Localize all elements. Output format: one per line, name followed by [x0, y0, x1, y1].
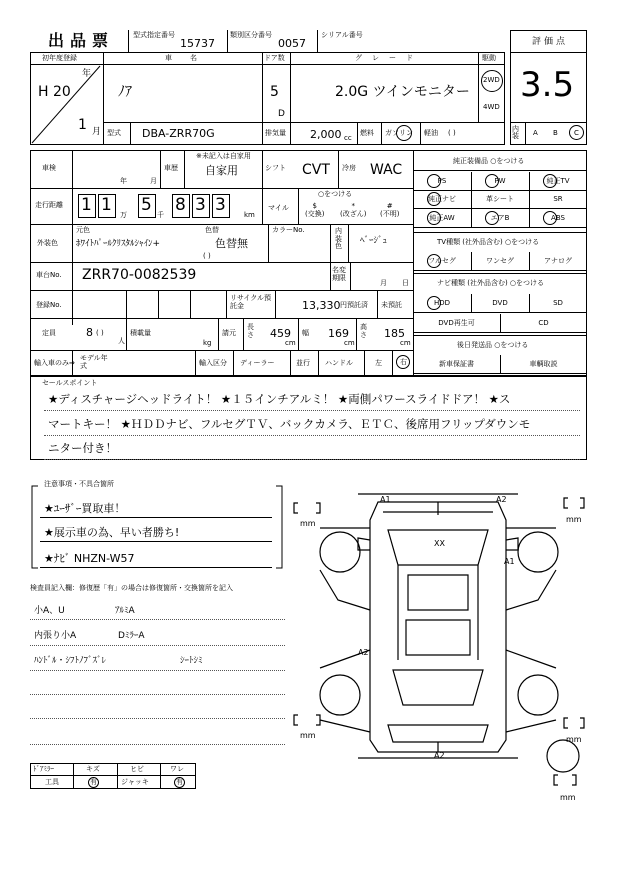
- equipment-circle: [485, 174, 499, 188]
- damage-mark-right: A1: [504, 557, 515, 566]
- not-deposited: 未預託: [381, 301, 402, 309]
- length-value: 459: [270, 327, 291, 340]
- first-reg-month: 1: [78, 117, 87, 133]
- doors-d: D: [278, 109, 285, 119]
- displacement-label: 排気量: [265, 129, 286, 137]
- rating-label: 評価点: [532, 37, 569, 47]
- legend-jack: ジャッキ: [121, 778, 149, 786]
- drive-2wd: 2WD: [483, 76, 500, 84]
- notes-line-3: ★ﾅﾋﾞ NHZN-W57: [44, 552, 135, 565]
- sales-line-1: ★ディスチャージヘッドライト！ ★１５インチアルミ！ ★両側パワースライドドア！ ★ス: [48, 392, 511, 406]
- capacity-unit: 人: [118, 337, 125, 345]
- colorno-label: カラーNo.: [272, 226, 305, 234]
- equipment-item: 車輌取説: [529, 360, 558, 368]
- width-label: 幅: [302, 329, 309, 337]
- form-title: 出品票: [48, 31, 115, 50]
- width-cm: cm: [344, 339, 355, 347]
- cert-number: 15737: [180, 37, 215, 50]
- height-cm: cm: [400, 339, 411, 347]
- equipment-item: 純正AW: [429, 214, 455, 222]
- inspector-r1-b: ｱﾙﾐA: [115, 606, 135, 616]
- equipment-item: SR: [553, 195, 563, 203]
- equipment-item: エアB: [490, 214, 510, 222]
- mileage-sen: 千: [157, 211, 164, 219]
- equipment-item: PW: [494, 177, 506, 185]
- mileage-digit: 3: [195, 195, 206, 215]
- mm-unit-spare: mm: [560, 793, 576, 802]
- recycle-value: 13,330: [302, 299, 341, 312]
- ac-value: WAC: [370, 162, 403, 178]
- class-label: 類別区分番号: [230, 31, 272, 39]
- notes-label: 注意事項・不具合箇所: [44, 480, 114, 488]
- rating-score: 3.5: [520, 65, 575, 105]
- first-reg-label: 初年度登録: [42, 54, 77, 62]
- mm-unit-tl: mm: [300, 519, 316, 528]
- equipment-circle: [427, 254, 441, 268]
- recycle-label: リサイクル預託金: [230, 294, 272, 311]
- model-label: 型式: [107, 129, 121, 137]
- equipment-circle: [543, 211, 557, 225]
- interior-grade-b: B: [553, 129, 558, 137]
- handle-right: 右: [400, 358, 407, 366]
- damage-mark-front-right: A2: [496, 495, 507, 504]
- legend-jack-yes: 有: [176, 778, 183, 786]
- load-label: 積載量: [130, 329, 151, 337]
- legend-tool: 工具: [45, 778, 59, 786]
- equipment-item: 純正TV: [546, 177, 570, 185]
- mm-unit-br: mm: [566, 735, 582, 744]
- chassis-label: 車台No.: [36, 271, 62, 279]
- mileage-exchange: $ (交換): [305, 202, 325, 219]
- equipment-item: CD: [538, 319, 549, 327]
- fuel-gas: ガソリン: [385, 129, 413, 137]
- equipment-circle: [427, 192, 441, 206]
- import-only-label: 輸入車のみ⇒: [34, 359, 75, 367]
- inspector-r2-a: 内張り小A: [34, 631, 77, 641]
- drive-label: 駆動: [482, 54, 496, 62]
- equipment-item: DVD: [492, 299, 508, 307]
- equipment-circle: [543, 174, 557, 188]
- invoice-label: 請元: [222, 329, 236, 337]
- import-category-label: 輸入区分: [199, 359, 227, 367]
- history-note: ※未記入は自家用: [196, 152, 251, 160]
- damage-mark-hood: XX: [434, 539, 445, 548]
- mileage-digit: 8: [175, 195, 186, 215]
- height-label: 高さ: [360, 323, 367, 339]
- mm-unit-bl: mm: [300, 731, 316, 740]
- first-reg-month-suffix: 月: [92, 127, 102, 137]
- interior-grade-c: C: [574, 129, 579, 137]
- sales-line-2: マートキー！ ★ＨＤＤナビ、フルセグＴＶ、バックカメラ、ＥＴＣ、後席用フリップダウンモ: [48, 417, 531, 431]
- mileage-km: km: [244, 211, 255, 219]
- length-cm: cm: [285, 339, 296, 347]
- drive-4wd: 4WD: [483, 103, 500, 111]
- notes-line-2: ★展示車の為、早い者勝ち!: [44, 526, 180, 539]
- history-value: 自家用: [205, 164, 238, 177]
- fuel-diesel: 軽油: [424, 129, 438, 137]
- colorchange-label: 色替: [205, 226, 219, 234]
- inspector-label: 検査員記入欄：修復歴「有」の場合は修復箇所・交換箇所を記入: [30, 584, 233, 592]
- ac-label: 冷房: [342, 164, 356, 172]
- mileage-tampered: * (改ざん): [340, 202, 367, 219]
- vehicle-name: ﾉｱ: [118, 84, 132, 100]
- inspector-r2-b: DﾐﾗｰA: [118, 631, 145, 641]
- legend-crack: ヒビ: [130, 765, 144, 773]
- recycle-unit: 円預託済: [340, 301, 368, 309]
- inspector-r3-b: ｼｰﾄｼﾐ: [180, 656, 203, 666]
- shaken-year: 年: [120, 177, 127, 185]
- original-color: ﾎﾜｲﾄﾊﾟｰﾙｸﾘｽﾀﾙｼｬｲﾝ+: [76, 239, 161, 249]
- equipment-item: 革シート: [486, 195, 514, 203]
- mileage-digit: 3: [215, 195, 226, 215]
- equipment-item: PS: [437, 177, 447, 185]
- tv-title: TV種類 (社外品含む) ○をつける: [437, 238, 540, 246]
- shaken-month: 月: [150, 177, 157, 185]
- interior-label: 内装: [512, 125, 519, 140]
- fuel-label: 燃料: [360, 129, 374, 137]
- capacity-paren: ( ): [96, 329, 104, 337]
- equipment-item: ABS: [551, 214, 565, 222]
- sales-label: セールスポイント: [42, 379, 98, 387]
- equipment-title: 純正装備品 ○をつける: [453, 157, 525, 165]
- equipment-item: HDD: [433, 299, 451, 307]
- mm-unit-tr: mm: [566, 515, 582, 524]
- length-label: 長さ: [247, 323, 254, 339]
- name-change-month: 月: [380, 279, 387, 287]
- damage-mark-rear: A2: [434, 751, 445, 760]
- mileage-label: 走行距離: [35, 201, 63, 209]
- inspector-r1-a: 小A、U: [34, 606, 65, 616]
- legend-broken: ワレ: [170, 765, 184, 773]
- mileage-digit: 5: [141, 195, 152, 215]
- displacement-cc: cc: [344, 134, 352, 142]
- equipment-item: DVD再生可: [438, 319, 475, 327]
- notes-line-1: ★ﾕｰｻﾞｰ買取車！: [44, 502, 126, 515]
- mileage-man: 万: [120, 211, 127, 219]
- equipment-item: フルセグ: [428, 257, 456, 265]
- height-value: 185: [384, 327, 405, 340]
- mileage-unknown: # (不明): [380, 202, 400, 219]
- original-color-label: 元色: [76, 226, 90, 234]
- equipment-item: SD: [553, 299, 563, 307]
- width-value: 169: [328, 327, 349, 340]
- cert-label: 型式指定番号: [133, 31, 175, 39]
- class-number: 0057: [278, 37, 306, 50]
- equipment-circle: [427, 296, 441, 310]
- doors-label: ドア数: [264, 54, 285, 62]
- name-label: 車名: [165, 54, 215, 62]
- legend-scratch: キズ: [86, 765, 100, 773]
- interior-color: ﾍﾞｰｼﾞｭ: [360, 236, 388, 246]
- shift-value: CVT: [302, 162, 330, 178]
- equipment-item: 純正ナビ: [428, 195, 456, 203]
- import-parallel: 並行: [296, 359, 310, 367]
- sales-line-3: ニター付き！: [48, 441, 117, 455]
- shift-label: シフト: [265, 164, 286, 172]
- legend-doormirror: ﾄﾞｱﾐﾗｰ: [33, 765, 54, 773]
- first-reg-year-suffix: 年: [82, 69, 92, 79]
- grade-label: グレード: [355, 54, 423, 62]
- handle-label: ハンドル: [325, 359, 353, 367]
- damage-mark-left: A2: [358, 648, 369, 657]
- serial-label: シリアル番号: [321, 31, 363, 39]
- car-damage-diagram: [288, 480, 588, 810]
- name-change-day: 日: [402, 279, 409, 287]
- first-reg-era: H 20: [38, 84, 71, 100]
- handle-left: 左: [375, 359, 382, 367]
- equipment-circle: [485, 211, 499, 225]
- colorchange-value: 色替無: [215, 237, 248, 250]
- legend-tool-yes: 有: [90, 778, 97, 786]
- name-change-label: 名変期限: [332, 266, 346, 283]
- equipment-item: アナログ: [544, 257, 572, 265]
- mileage-digit: 1: [101, 195, 112, 215]
- shaken-label: 車検: [42, 164, 56, 172]
- model-value: DBA-ZRR70G: [142, 127, 215, 140]
- equipment-circle: [427, 211, 441, 225]
- equipment-item: 新車保証書: [439, 360, 474, 368]
- interior-color-label: 内装色: [335, 227, 342, 251]
- equipment-item: ワンセグ: [486, 257, 514, 265]
- equipment-circle: [427, 174, 441, 188]
- registration-label: 登録No.: [36, 301, 62, 309]
- colorchange-paren: ( ): [203, 252, 211, 260]
- mileage-circle-note: ○をつける: [318, 190, 353, 198]
- mile-label: マイル: [268, 204, 289, 212]
- mileage-digit: 1: [81, 195, 92, 215]
- grade-value: 2.0G ツインモニター: [335, 84, 470, 100]
- damage-mark-front-left: A1: [380, 495, 391, 504]
- color-label: 外装色: [37, 239, 58, 247]
- inspector-r3-a: ﾊﾝﾄﾞﾙ・ｼﾌﾄﾉﾌﾞｽﾞﾚ: [34, 656, 107, 666]
- load-unit: kg: [203, 339, 212, 347]
- capacity-value: 8: [86, 326, 93, 339]
- model-year-label: モデル年式: [80, 354, 108, 371]
- navi-title: ナビ種類 (社外品含む) ○をつける: [437, 279, 545, 287]
- capacity-label: 定員: [42, 329, 56, 337]
- later-title: 後日発送品 ○をつける: [457, 341, 529, 349]
- interior-grade-a: A: [533, 129, 538, 137]
- doors-value: 5: [270, 84, 279, 100]
- history-label: 車歴: [164, 164, 178, 172]
- displacement-value: 2,000: [310, 128, 342, 141]
- fuel-other: ( ): [448, 129, 456, 137]
- import-dealer: ディーラー: [240, 359, 275, 367]
- chassis-value: ZRR70-0082539: [82, 267, 197, 283]
